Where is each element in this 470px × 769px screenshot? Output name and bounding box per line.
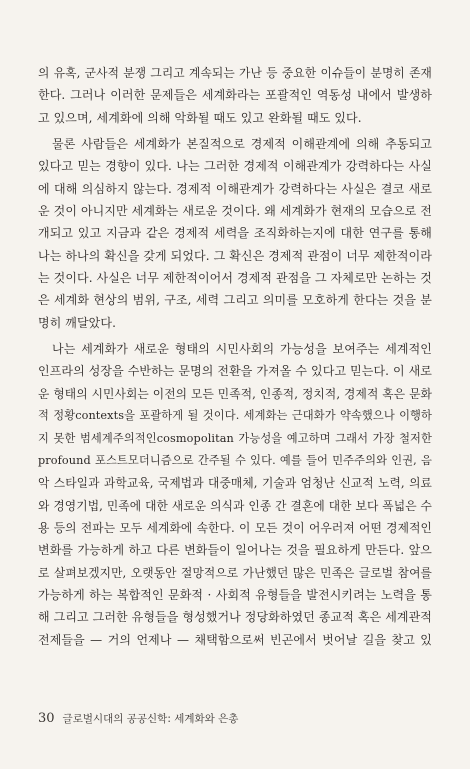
- text-line: 은 세계화 현상의 범위, 구조, 세력 그리고 의미를 모호하게 한다는 것을 분: [38, 293, 432, 308]
- text-line: 에 대해 의심하지 않는다. 경제적 이해관계가 강력하다는 사실은 결코 새로: [38, 181, 432, 196]
- text-line: 는 것이다. 사실은 너무 제한적이어서 경제적 관점을 그 자체로만 논하는 것: [38, 271, 432, 286]
- text-line: 고 있으며, 세계화에 의해 악화될 때도 있고 완화될 때도 있다.: [38, 110, 362, 125]
- running-title: 글로벌시대의 공공신학: 세계화와 은총: [62, 713, 239, 725]
- text-line: 나는 하나의 확신을 갖게 되었다. 그 확신은 경제적 관점이 너무 제한적이라: [38, 248, 432, 263]
- page-number: 30: [38, 711, 55, 726]
- text-line: 개되고 있고 지금과 같은 경제적 세력을 조직화하는지에 대한 연구를 통해: [38, 226, 432, 241]
- text-line: 악 스타일과 과학교육, 국제법과 대중매체, 기술과 엄청난 신교적 노력, 의료: [38, 476, 432, 491]
- text-line: 적 정황contexts을 포괄하게 될 것이다. 세계화는 근대화가 약속했으나 이행하: [38, 409, 432, 423]
- text-line: 와 경영기법, 민족에 대한 새로운 의식과 인종 간 결혼에 대한 보다 폭넓은 수: [38, 498, 432, 513]
- text-line: 인프라의 성장을 수반하는 문명의 전환을 가져올 수 있다고 믿는다. 이 새로: [38, 364, 432, 379]
- text-line: 가능하게 하는 복합적인 문화적 · 사회적 유형들을 발전시키려는 노력을 통: [38, 587, 432, 602]
- page-footer: [38, 711, 238, 726]
- text-line: 해 그리고 그러한 유형들을 형성했거나 정당화하였던 종교적 혹은 세계관적: [38, 610, 432, 625]
- text-line: 운 것이 아니지만 세계화는 새로운 것이다. 왜 세계화가 현재의 모습으로 전: [38, 204, 432, 219]
- text-line: 로 살펴보겠지만, 오랫동안 절망적으로 가난했던 많은 민족은 글로벌 참여를: [38, 565, 432, 580]
- text-line: 물론 사람들은 세계화가 본질적으로 경제적 이해관계에 의해 추동되고: [52, 137, 432, 152]
- text-line: profound 포스트모더니즘으로 간주될 수 있다. 예를 들어 민주주의와 인권, 음: [38, 453, 432, 467]
- text-line: 의 유혹, 군사적 분쟁 그리고 계속되는 가난 등 중요한 이슈들이 분명히 존재: [38, 66, 432, 80]
- text-line: 있다고 믿는 경향이 있다. 나는 그러한 경제적 이해관계가 강력하다는 사실: [38, 159, 432, 174]
- text-line: 용 등의 전파는 모두 세계화에 속한다. 이 모든 것이 어우러져 어떤 경제적인: [38, 520, 432, 535]
- text-line: 나는 세계화가 새로운 형태의 시민사회의 가능성을 보여주는 세계적인: [52, 342, 432, 357]
- text-line: 한다. 그러나 이러한 문제들은 세계화라는 포괄적인 역동성 내에서 발생하: [38, 88, 432, 103]
- text-line: 지 못한 범세계주의적인cosmopolitan 가능성을 예고하며 그래서 가장 철저한: [38, 431, 432, 445]
- text-line: 전제들을 — 거의 언제나 — 채택함으로써 빈곤에서 벗어날 길을 찾고 있: [38, 632, 432, 647]
- body-text: [38, 62, 432, 651]
- paragraph-2: [38, 133, 432, 334]
- text-line: 명히 깨달았다.: [38, 315, 116, 330]
- paragraph-3: [38, 338, 432, 651]
- text-line: 운 형태의 시민사회는 이전의 모든 민족적, 인종적, 정치적, 경제적 혹은 문화: [38, 386, 432, 401]
- text-line: 변화를 가능하게 하고 다른 변화들이 일어나는 것을 필요하게 만든다. 앞으: [38, 543, 432, 558]
- paragraph-1: [38, 62, 432, 129]
